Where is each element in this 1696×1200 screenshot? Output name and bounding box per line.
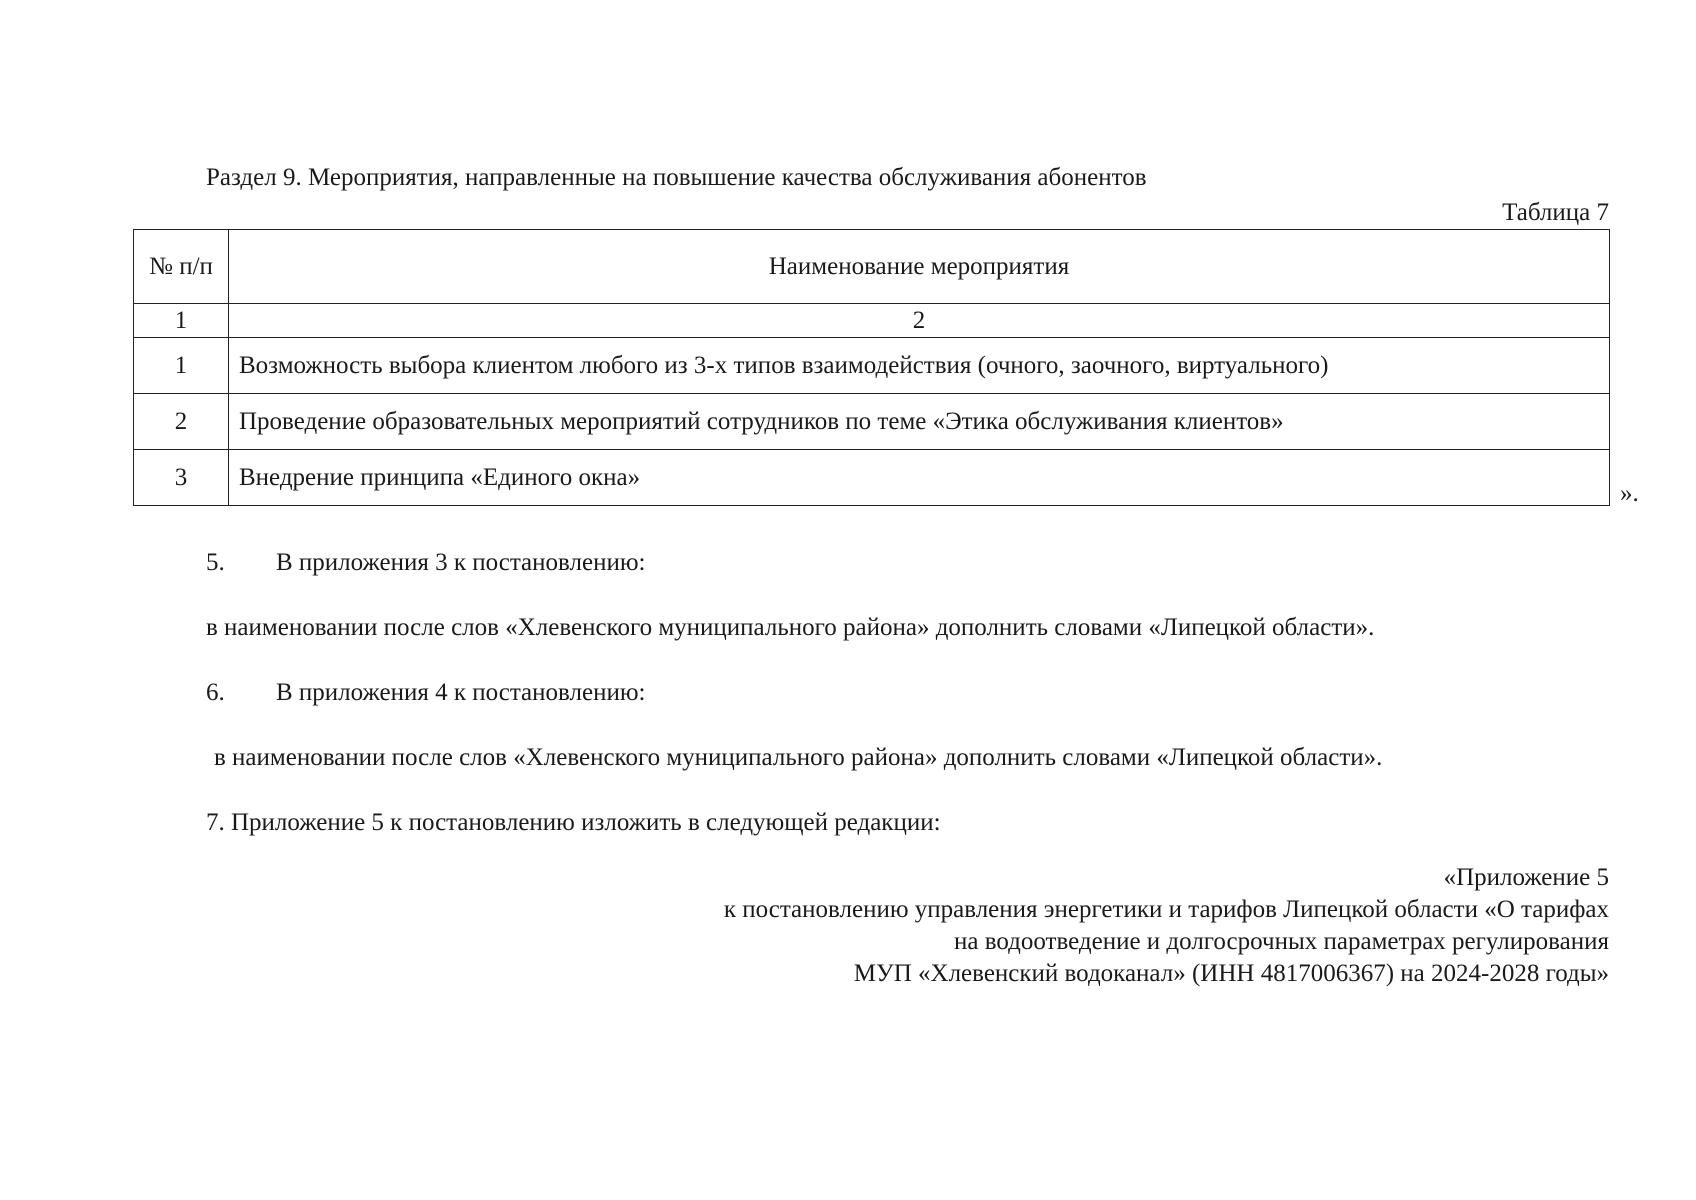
appendix-line-2: к постановлению управления энергетики и тарифов Липецкой области «О тарифах <box>723 896 1609 923</box>
row-number: 1 <box>134 338 229 394</box>
index-cell-2: 2 <box>229 304 1610 338</box>
header-cell-name: Наименование мероприятия <box>229 230 1610 304</box>
header-cell-number: № п/п <box>134 230 229 304</box>
appendix-heading <box>724 862 1609 990</box>
appendix-line-1: «Приложение 5 <box>1443 864 1609 891</box>
table-index-row <box>134 304 1610 338</box>
row-number: 3 <box>134 450 229 506</box>
row-name: Внедрение принципа «Единого окна» <box>229 450 1610 506</box>
appendix-line-3: на водоотведение и долгосрочных параметрах регулирования <box>954 928 1609 955</box>
index-cell-1: 1 <box>134 304 229 338</box>
paragraph-6-text: В приложения 4 к постановлению: <box>276 679 646 706</box>
paragraph-5-text: В приложения 3 к постановлению: <box>276 549 646 576</box>
row-number: 2 <box>134 394 229 450</box>
paragraph-6-number: 6. <box>206 679 225 706</box>
appendix-line-4: МУП «Хлевенский водоканал» (ИНН 4817006367) на 2024-2028 годы» <box>853 960 1609 987</box>
table-row <box>134 394 1610 450</box>
measures-table <box>133 229 1610 506</box>
closing-quote: ». <box>1620 480 1639 507</box>
paragraph-5-body: в наименовании после слов «Хлевенского муниципального района» дополнить словами «Липецкой области». <box>206 614 1375 641</box>
paragraph-6-body: в наименовании после слов «Хлевенского муниципального района» дополнить словами «Липецкой области». <box>214 744 1383 771</box>
paragraph-5-number: 5. <box>206 549 225 576</box>
table-row <box>134 450 1610 506</box>
row-name: Возможность выбора клиентом любого из 3-х типов взаимодействия (очного, заочного, виртуального) <box>229 338 1610 394</box>
paragraph-5 <box>206 547 645 579</box>
row-name: Проведение образовательных мероприятий сотрудников по теме «Этика обслуживания клиентов» <box>229 394 1610 450</box>
table-row <box>134 338 1610 394</box>
paragraph-6 <box>206 677 645 709</box>
paragraph-7: 7. Приложение 5 к постановлению изложить в следующей редакции: <box>206 809 941 836</box>
table-caption: Таблица 7 <box>1502 199 1609 226</box>
table-header-row <box>134 230 1610 304</box>
section-title: Раздел 9. Мероприятия, направленные на повышение качества обслуживания абонентов <box>206 164 1147 191</box>
